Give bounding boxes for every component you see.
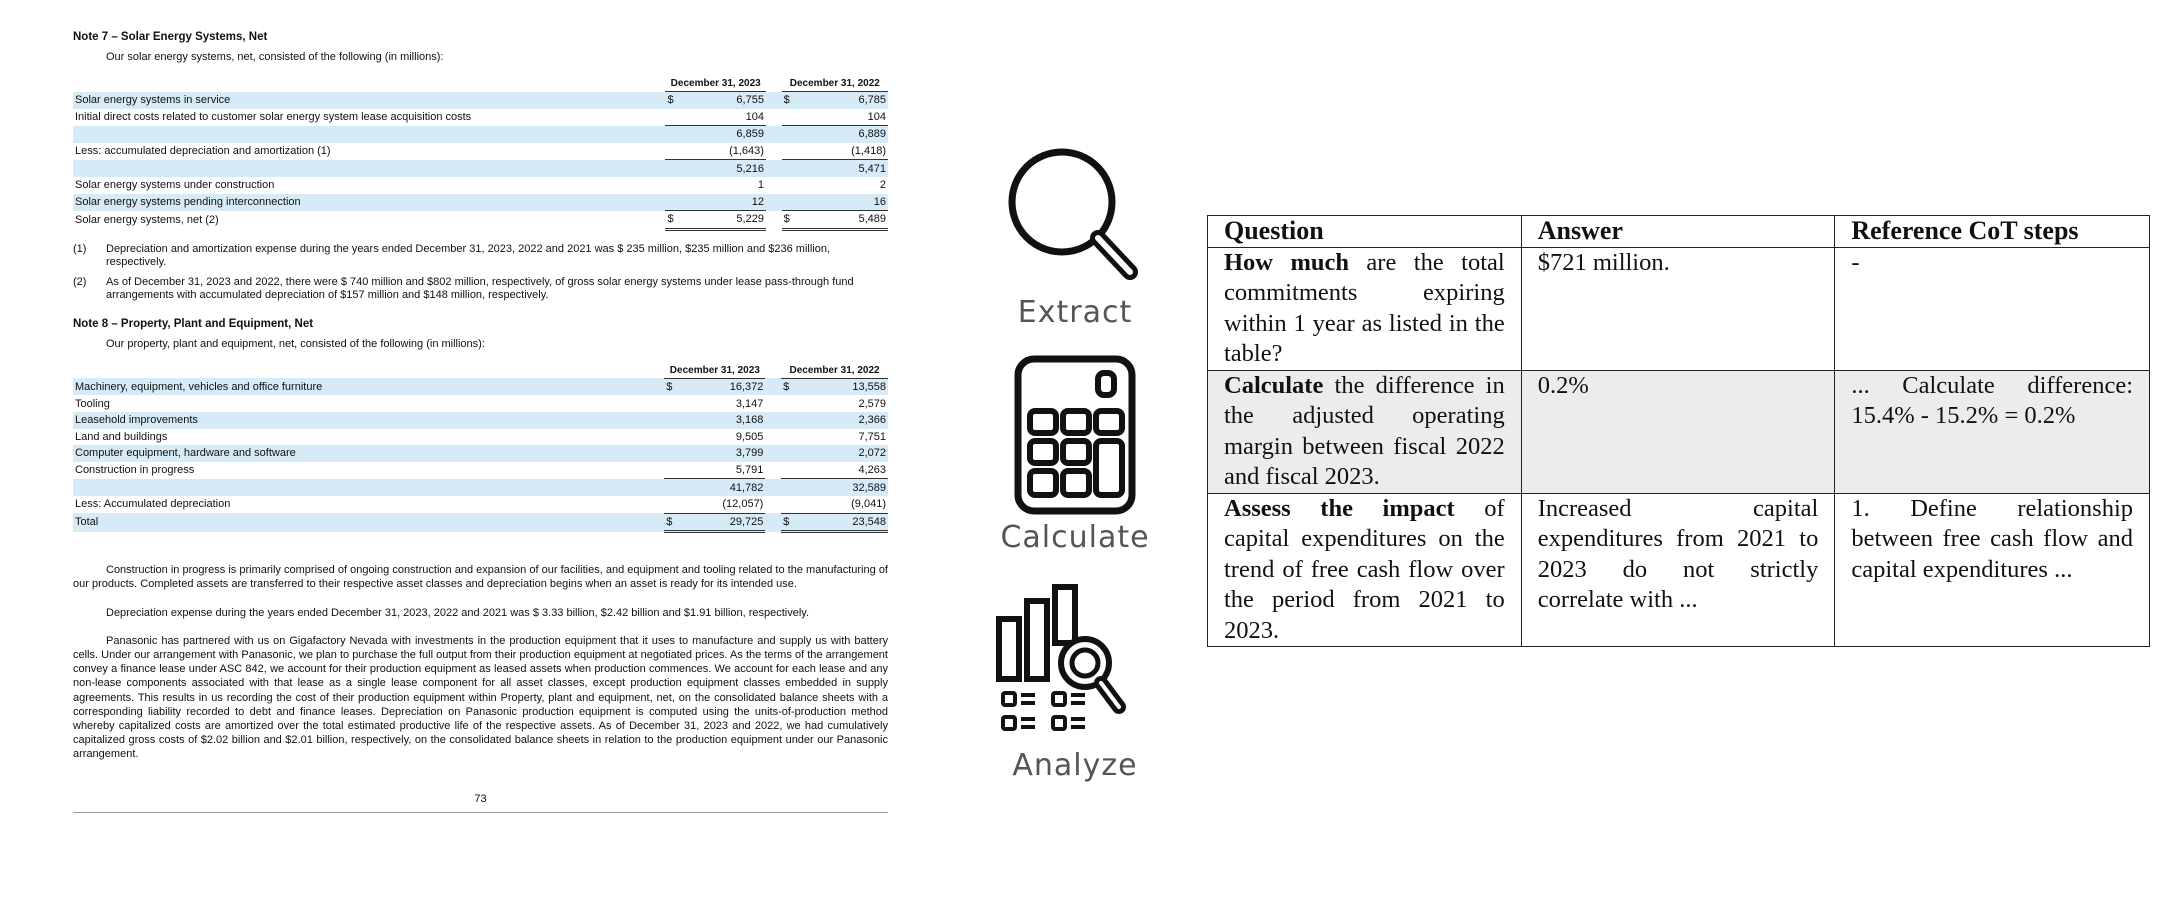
currency-2023 <box>665 160 683 177</box>
spacer <box>766 194 782 211</box>
value-2022: 7,751 <box>858 430 886 443</box>
currency-2023 <box>665 194 683 211</box>
currency-2022 <box>781 429 799 446</box>
spacer <box>765 378 781 395</box>
analyze-step <box>985 583 1165 783</box>
qa-row-calculate <box>1208 370 2150 493</box>
spacer <box>765 479 781 496</box>
analytics-icon <box>995 583 1155 743</box>
value-2022: 2 <box>879 179 886 192</box>
row-label: Solar energy systems in service <box>73 92 665 109</box>
table-row <box>73 496 888 513</box>
row-label: Leasehold improvements <box>73 412 664 429</box>
row-label: Machinery, equipment, vehicles and office furniture <box>73 378 664 395</box>
question-keyword: Assess the impact <box>1224 494 1455 522</box>
row-label: Total <box>73 513 664 532</box>
table-row <box>73 143 888 160</box>
table-row <box>73 109 888 126</box>
row-label: Construction in progress <box>75 464 195 477</box>
currency-2023 <box>664 462 682 479</box>
row-label: Initial direct costs related to customer solar energy system lease acquisition costs <box>75 111 472 124</box>
currency-2022: $ <box>782 211 800 230</box>
currency-2023 <box>665 109 683 126</box>
currency-2022 <box>781 445 799 462</box>
currency-2022 <box>782 194 800 211</box>
value-2022: 2,072 <box>799 445 888 462</box>
currency-2022 <box>782 177 800 194</box>
question-keyword: Calculate <box>1224 371 1324 399</box>
note7-col1-header: December 31, 2023 <box>665 78 766 92</box>
cot-cell: 1. Define relationship between free cash flow and capital expenditures ... <box>1835 493 2150 647</box>
note7-heading: Note 7 – Solar Energy Systems, Net <box>73 31 268 43</box>
currency-2023 <box>664 479 682 496</box>
value-2023: 1 <box>757 179 764 192</box>
currency-2022 <box>781 395 799 412</box>
row-label <box>73 160 665 177</box>
table-row <box>73 194 888 211</box>
value-2022: 6,889 <box>799 126 888 143</box>
answer-cell: $721 million. <box>1521 247 1835 370</box>
currency-2023 <box>665 126 683 143</box>
table-row <box>73 445 888 462</box>
row-label: Less: accumulated depreciation and amortization (1) <box>75 145 331 158</box>
currency-2023 <box>665 143 683 160</box>
value-2023: 5,216 <box>683 160 766 177</box>
row-label: Solar energy systems, net (2) <box>75 213 219 226</box>
value-2022: 23,548 <box>799 513 888 532</box>
currency-2022 <box>782 126 800 143</box>
value-2023: 3,147 <box>735 397 764 410</box>
table-row <box>73 92 888 109</box>
question-text: the difference in the adjusted operating margin between fiscal 2022 and fiscal 2023. <box>1224 371 1505 490</box>
currency-2023 <box>664 395 682 412</box>
value-2023: 41,782 <box>682 479 765 496</box>
currency-2022: $ <box>782 92 800 109</box>
qa-row-extract <box>1208 247 2150 370</box>
note7-col2-header: December 31, 2022 <box>782 78 888 92</box>
question-cell <box>1208 493 1522 647</box>
cot-header: Reference CoT steps <box>1835 216 2150 248</box>
row-label: Solar energy systems pending interconnection <box>73 194 665 211</box>
extract-step <box>985 140 1165 330</box>
table-row <box>73 126 888 143</box>
question-text: of capital expenditures on the trend of free cash flow over the period from 2021 to 2023. <box>1224 494 1505 644</box>
currency-2022 <box>781 412 799 429</box>
row-label: Computer equipment, hardware and software <box>73 445 664 462</box>
table-row <box>73 462 888 479</box>
value-2022: 2,579 <box>858 397 886 410</box>
answer-cell: 0.2% <box>1521 370 1835 493</box>
spacer <box>765 395 781 412</box>
qa-row-analyze <box>1208 493 2150 647</box>
extract-label: Extract <box>1017 295 1133 330</box>
currency-2023 <box>664 496 682 513</box>
spacer <box>766 143 782 160</box>
spacer <box>766 177 782 194</box>
spacer <box>766 160 782 177</box>
answer-cell: Increased capital expenditures from 2021 to 2023 do not strictly correlate with ... <box>1521 493 1835 647</box>
calculate-label: Calculate <box>1000 520 1150 555</box>
value-2022: 6,785 <box>799 92 888 109</box>
note8-col1-header: December 31, 2023 <box>664 365 765 379</box>
currency-2022 <box>782 109 800 126</box>
paragraph-depreciation: Depreciation expense during the years ended December 31, 2023, 2022 and 2021 was $ 3.33 billion, $2.42 billion and $1.91 billion, respectively. <box>106 606 810 619</box>
question-header: Question <box>1208 216 1522 248</box>
answer-header: Answer <box>1521 216 1835 248</box>
value-2022: 5,489 <box>799 211 888 230</box>
footnote-mark: (2) <box>73 275 87 288</box>
currency-2022 <box>781 479 799 496</box>
currency-2023 <box>664 445 682 462</box>
question-keyword: How much <box>1224 248 1349 276</box>
footnote-text: As of December 31, 2023 and 2022, there were $ 740 million and $802 million, respectively, of gross solar energy systems under lease pass-through fund arrangements with accumulated depreciation of $157 million and $148 million, respectively. <box>106 275 854 302</box>
currency-2023 <box>665 177 683 194</box>
value-2023: 6,755 <box>683 92 766 109</box>
value-2022: 2,366 <box>799 412 888 429</box>
page-divider <box>73 812 888 813</box>
value-2023: 9,505 <box>735 430 764 443</box>
footnote-text: Depreciation and amortization expense during the years ended December 31, 2023, 2022 and 2021 was $ 235 million, $235 million and $236 million, respectively. <box>106 242 831 269</box>
row-label: Solar energy systems under construction <box>75 179 275 192</box>
spacer <box>765 513 781 532</box>
value-2023: 5,791 <box>735 464 764 477</box>
table-row <box>73 211 888 230</box>
table-row <box>73 513 888 532</box>
cot-cell: - <box>1835 247 2150 370</box>
value-2022: 32,589 <box>799 479 888 496</box>
currency-2023 <box>664 429 682 446</box>
question-cell <box>1208 370 1522 493</box>
table-row <box>73 479 888 496</box>
row-label <box>73 126 665 143</box>
row-label: Land and buildings <box>75 430 168 443</box>
footnote-mark: (1) <box>73 242 87 255</box>
value-2022: 5,471 <box>799 160 888 177</box>
qa-header-row <box>1208 216 2150 248</box>
row-label: Less: Accumulated depreciation <box>75 498 231 511</box>
spacer <box>766 211 782 230</box>
magnifier-icon <box>1000 140 1150 290</box>
currency-2022: $ <box>781 378 799 395</box>
value-2023: 6,859 <box>683 126 766 143</box>
value-2022: 16 <box>799 194 888 211</box>
calculate-step <box>985 355 1165 555</box>
table-row <box>73 160 888 177</box>
value-2022: (1,418) <box>851 145 886 158</box>
table-row <box>73 412 888 429</box>
financial-document <box>73 30 888 813</box>
spacer <box>765 429 781 446</box>
currency-2023: $ <box>664 378 682 395</box>
value-2023: (12,057) <box>722 498 764 511</box>
row-label: Tooling <box>75 397 110 410</box>
note8-table <box>73 365 888 533</box>
currency-2023: $ <box>664 513 682 532</box>
paragraph-construction: Construction in progress is primarily comprised of ongoing construction and expansion of our facilities, and equipment and tooling related to the manufacturing of our products. Completed assets are transferred to their respective asset classes and depreciation begins when an asset is ready for its intended use. <box>73 564 888 591</box>
value-2023: 104 <box>745 110 764 123</box>
spacer <box>765 445 781 462</box>
currency-2023 <box>664 412 682 429</box>
paragraph-panasonic: Panasonic has partnered with us on Gigafactory Nevada with investments in the production equipment that it uses to manufacture and supply us with battery cells. Under our arrangement with Panasonic, we plan to purchase the full output from their production equipment at negotiated prices. As the terms of the arrangement convey a finance lease under ASC 842, we account for their production equipment as leased assets when production commences. We account for each lease and any non-lease components associated with that lease as a single lease component for all asset classes, except production equipment classes embedded in supply agreements. This results in us recording the cost of their production equipment within Property, plant and equipment, net, on the consolidated balance sheets with a corresponding liability recorded to debt and finance leases. Depreciation on Panasonic production equipment is computed using the units-of-production method whereby capitalized costs are amortized over the total estimated productive life of the respective assets. As of December 31, 2023 and 2022, we had cumulatively capitalized gross costs of $2.02 billion and $2.01 billion, respectively, on the consolidated balance sheets in relation to the production equipment under our Panasonic arrangement. <box>73 634 888 761</box>
currency-2022 <box>781 462 799 479</box>
value-2022: (9,041) <box>851 498 886 511</box>
value-2023: 12 <box>683 194 766 211</box>
spacer <box>766 109 782 126</box>
value-2022: 13,558 <box>799 378 888 395</box>
value-2023: 5,229 <box>683 211 766 230</box>
spacer <box>765 496 781 513</box>
cot-cell: ... Calculate difference: 15.4% - 15.2% = 0.2% <box>1835 370 2150 493</box>
currency-2022 <box>782 143 800 160</box>
note7-footnote-1 <box>73 243 888 270</box>
spacer <box>765 412 781 429</box>
note7-table <box>73 78 888 231</box>
analyze-label: Analyze <box>1012 748 1138 783</box>
spacer <box>766 92 782 109</box>
currency-2022 <box>781 496 799 513</box>
table-row <box>73 395 888 412</box>
note7-intro: Our solar energy systems, net, consisted of the following (in millions): <box>106 51 444 63</box>
note7-footnote-2 <box>73 276 888 303</box>
question-text: are the total commitments expiring within 1 year as listed in the table? <box>1224 248 1505 367</box>
value-2023: 29,725 <box>682 513 765 532</box>
table-row <box>73 429 888 446</box>
currency-2023: $ <box>665 211 683 230</box>
note8-intro: Our property, plant and equipment, net, consisted of the following (in millions): <box>106 337 485 350</box>
currency-2022: $ <box>781 513 799 532</box>
currency-2022 <box>782 160 800 177</box>
spacer <box>765 462 781 479</box>
note8-heading: Note 8 – Property, Plant and Equipment, Net <box>73 317 314 330</box>
currency-2023: $ <box>665 92 683 109</box>
note8-col2-header: December 31, 2022 <box>781 365 888 379</box>
value-2023: 3,799 <box>682 445 765 462</box>
value-2023: (1,643) <box>729 145 764 158</box>
value-2023: 16,372 <box>682 378 765 395</box>
page-number: 73 <box>474 792 487 805</box>
value-2023: 3,168 <box>682 412 765 429</box>
spacer <box>766 126 782 143</box>
calculator-icon <box>1010 355 1140 515</box>
table-row <box>73 378 888 395</box>
row-label <box>73 479 664 496</box>
value-2022: 104 <box>867 110 886 123</box>
value-2022: 4,263 <box>858 464 886 477</box>
question-cell <box>1208 247 1522 370</box>
table-row <box>73 177 888 194</box>
qa-table <box>1207 215 2150 647</box>
